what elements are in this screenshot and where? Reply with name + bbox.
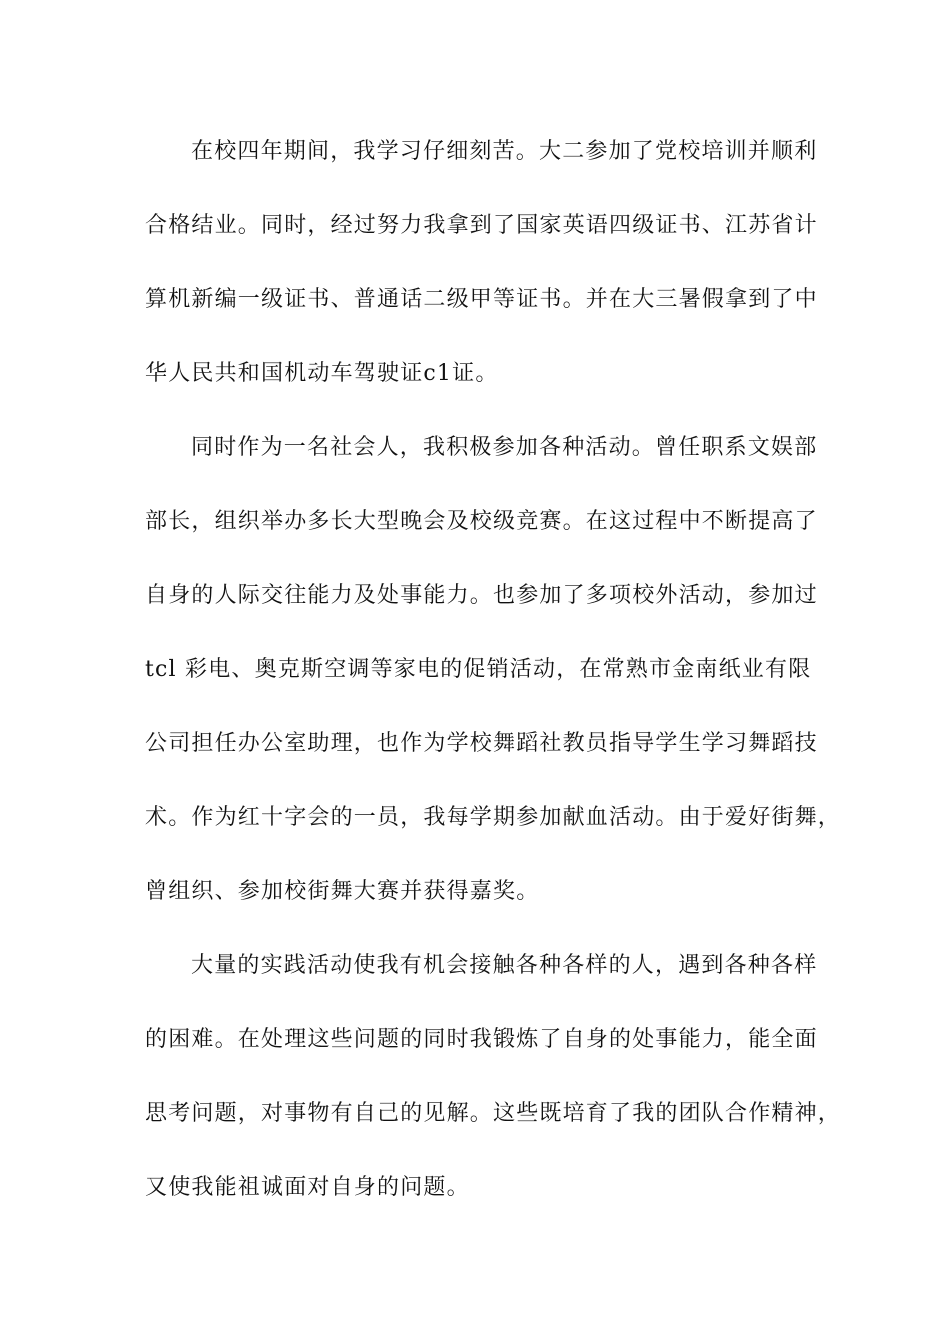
paragraph-line: 术。作为红十字会的一员，我每学期参加献血活动。由于爱好街舞， (145, 805, 842, 830)
paragraph-line: 公司担任办公室助理，也作为学校舞蹈社教员指导学生学习舞蹈技 (145, 731, 818, 756)
paragraph-academics (145, 130, 835, 426)
paragraph-line: 曾组织、参加校街舞大赛并获得嘉奖。 (145, 879, 540, 904)
paragraph-line: 在校四年期间，我学习仔细刻苦。大二参加了党校培训并顺利 (191, 139, 818, 164)
paragraph-line: 自身的人际交往能力及处事能力。也参加了多项校外活动，参加过 (145, 583, 818, 608)
paragraph-line: 合格结业。同时，经过努力我拿到了国家英语四级证书、江苏省计 (145, 213, 818, 238)
paragraph-line: 算机新编一级证书、普通话二级甲等证书。并在大三暑假拿到了中 (145, 287, 818, 312)
paragraph-line: 又使我能祖诚面对自身的问题。 (145, 1175, 470, 1200)
paragraph-activities (145, 426, 842, 944)
paragraph-line: 部长，组织举办多长大型晚会及校级竞赛。在这过程中不断提高了 (145, 509, 818, 534)
paragraph-reflection (145, 944, 842, 1240)
paragraph-line: 华人民共和国机动车驾驶证c1证。 (145, 361, 499, 386)
document-body (145, 130, 842, 1240)
paragraph-line: tcl 彩电、奥克斯空调等家电的促销活动，在常熟市金南纸业有限 (145, 657, 812, 682)
paragraph-line: 同时作为一名社会人，我积极参加各种活动。曾任职系文娱部 (191, 435, 818, 460)
paragraph-line: 的困难。在处理这些问题的同时我锻炼了自身的处事能力，能全面 (145, 1027, 818, 1052)
paragraph-line: 大量的实践活动使我有机会接触各种各样的人，遇到各种各样 (191, 953, 818, 978)
paragraph-line: 思考问题，对事物有自己的见解。这些既培育了我的团队合作精神， (145, 1101, 842, 1126)
